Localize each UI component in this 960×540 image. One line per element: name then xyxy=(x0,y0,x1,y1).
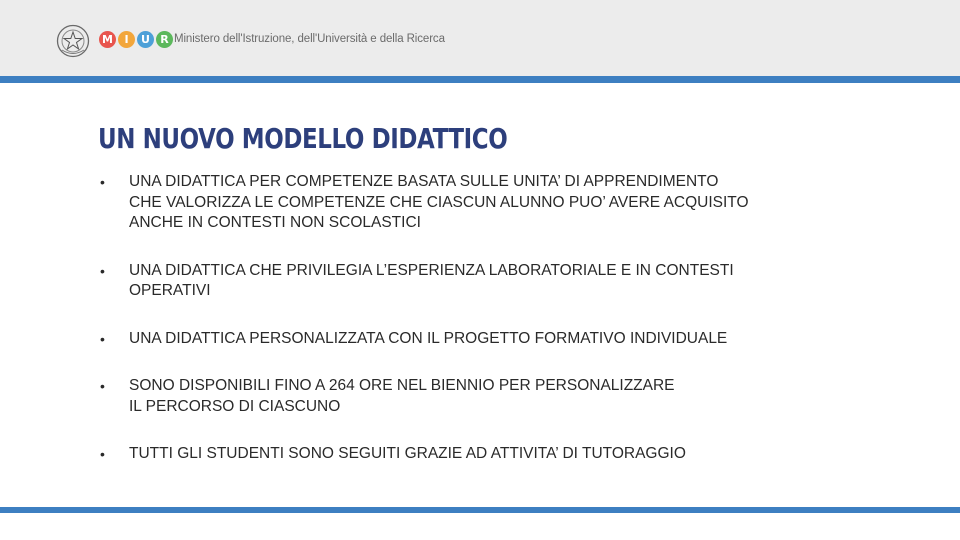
logo-letter: I xyxy=(118,31,135,48)
bullet-list xyxy=(96,172,916,492)
bullet-dot-icon: • xyxy=(100,378,105,394)
miur-logo xyxy=(99,31,173,51)
logo-letter: U xyxy=(137,31,154,48)
header-accent-stripe xyxy=(0,76,960,83)
bullet-item xyxy=(96,444,916,465)
bullet-text: SONO DISPONIBILI FINO A 264 ORE NEL BIENNIO PER PERSONALIZZARE IL PERCORSO DI CIASCUNO xyxy=(129,377,675,415)
bullet-text: UNA DIDATTICA CHE PRIVILEGIA L’ESPERIENZA LABORATORIALE E IN CONTESTI OPERATIVI xyxy=(129,261,734,299)
bullet-item xyxy=(96,261,916,302)
italian-emblem-icon xyxy=(56,24,90,58)
ministry-name: Ministero dell'Istruzione, dell'Università e della Ricerca xyxy=(174,33,445,45)
bullet-dot-icon: • xyxy=(100,174,105,190)
logo-letter: M xyxy=(99,31,116,48)
bullet-text: UNA DIDATTICA PER COMPETENZE BASATA SULLE UNITA’ DI APPRENDIMENTO CHE VALORIZZA LE COMPETENZE CHE CIASCUN ALUNNO PUO’ AVERE ACQUISITO ANCHE IN CONTESTI NON SCOLASTICI xyxy=(129,173,749,231)
bullet-item xyxy=(96,329,916,350)
bullet-item xyxy=(96,172,916,234)
logo-letter: R xyxy=(156,31,173,48)
bullet-dot-icon: • xyxy=(100,446,105,462)
bullet-text: UNA DIDATTICA PERSONALIZZATA CON IL PROGETTO FORMATIVO INDIVIDUALE xyxy=(129,329,728,347)
bullet-item xyxy=(96,376,916,417)
header-bar xyxy=(0,0,960,76)
bullet-dot-icon: • xyxy=(100,262,105,279)
slide-title: UN NUOVO MODELLO DIDATTICO xyxy=(98,122,508,155)
bullet-text: TUTTI GLI STUDENTI SONO SEGUITI GRAZIE AD ATTIVITA’ DI TUTORAGGIO xyxy=(129,445,686,462)
footer-accent-stripe xyxy=(0,507,960,513)
bullet-dot-icon: • xyxy=(100,330,105,347)
